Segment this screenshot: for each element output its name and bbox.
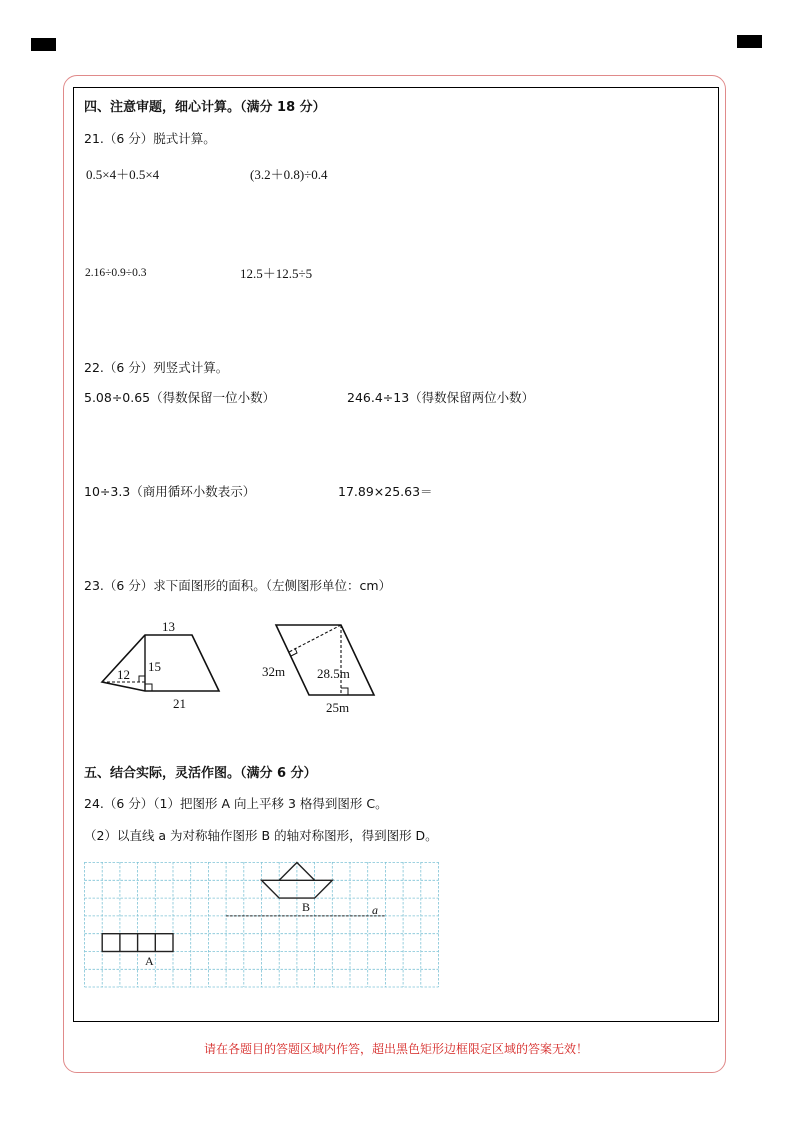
question-24-line-1: 24.（6 分）（1）把图形 A 向上平移 3 格得到图形 C。 [84,796,388,811]
question-24-line-2: （2）以直线 a 为对称轴作图形 B 的轴对称图形，得到图形 D。 [84,828,438,843]
parallelogram-base-label: 25m [326,700,350,715]
parallelogram-side-label: 32m [262,664,286,679]
parallelogram-height-label: 28.5m [317,666,350,681]
figure-a [102,934,173,952]
figure-a-label: A [145,954,154,968]
section-heading-5: 五、结合实际，灵活作图。（满分 6 分） [84,766,317,781]
question-23-title: 23.（6 分）求下面图形的面积。（左侧图形单位：cm） [84,578,392,593]
section-heading-4: 四、注意审题，细心计算。（满分 18 分） [84,100,326,115]
trapezoid-height-label: 15 [148,659,161,674]
question-21-title: 21.（6 分）脱式计算。 [84,131,216,146]
q22-expression-3: 10÷3.3（商用循环小数表示） [84,484,256,499]
q22-expression-1: 5.08÷0.65（得数保留一位小数） [84,390,276,405]
figure-b-label: B [302,900,311,914]
trapezoid-bottom-label: 21 [173,696,186,711]
q21-expression-1: 0.5×4＋0.5×4 [86,167,160,182]
q22-expression-2: 246.4÷13（得数保留两位小数） [347,390,535,405]
trapezoid-triangle-height-label: 12 [117,667,130,682]
trapezoid-top-label: 13 [162,619,175,634]
q21-expression-3: 2.16÷0.9÷0.3 [85,267,147,279]
axis-a-label: a [372,903,378,917]
q22-expression-4: 17.89×25.63＝ [338,484,433,499]
footer-warning: 请在各题目的答题区域内作答，超出黑色矩形边框限定区域的答案无效！ [203,1042,588,1056]
q21-expression-2: (3.2＋0.8)÷0.4 [250,167,328,182]
q21-expression-4: 12.5＋12.5÷5 [240,266,313,281]
question-22-title: 22.（6 分）列竖式计算。 [84,360,229,375]
